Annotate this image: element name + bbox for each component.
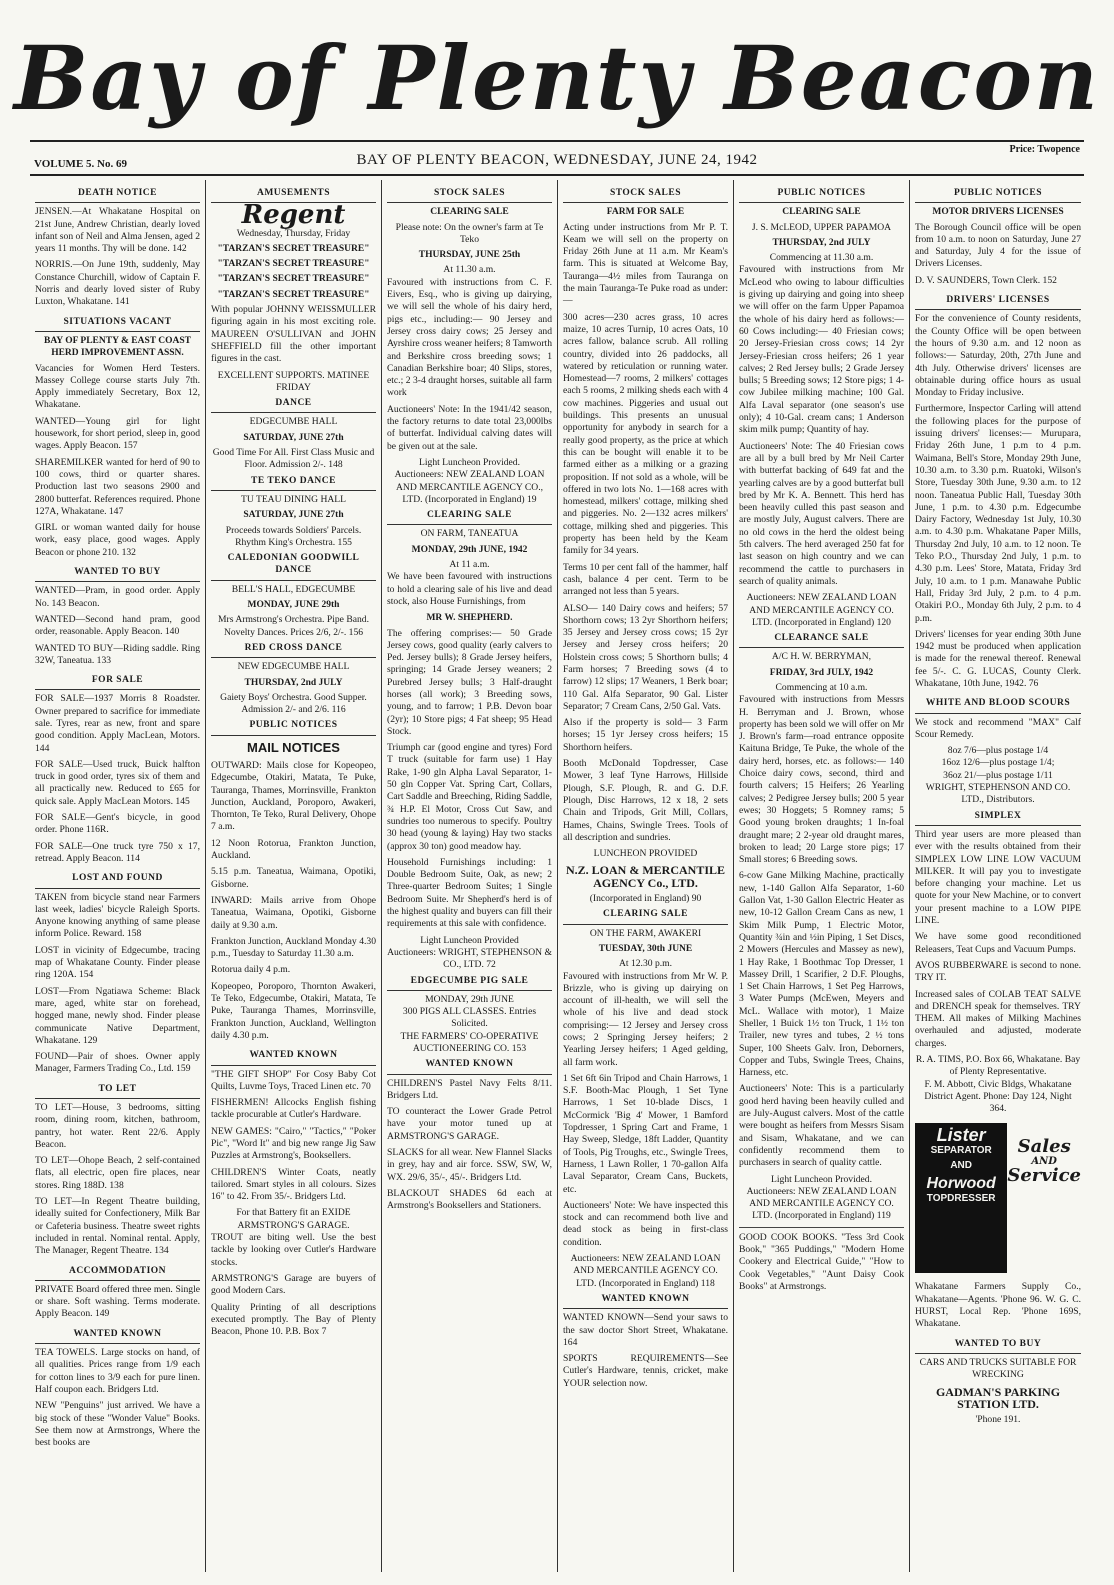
centered-text: At 11 a.m. xyxy=(449,559,490,571)
paragraph: WANTED KNOWN—Send your saws to the saw doctor Short Street, Whakatane. 164 xyxy=(563,1312,728,1348)
paragraph: SLACKS for all wear. New Flannel Slacks in grey, hay and air force. SSW, SW, W, WX. 29/6, 35/-, 45/-. Bridgers Ltd. xyxy=(387,1147,552,1183)
paragraph: Quality Printing of all descriptions executed promptly. The Bay of Plenty Beacon, Phone 10. P.B. Box 7 xyxy=(211,1301,376,1338)
centered-text: TU TEAU DINING HALL xyxy=(240,493,347,505)
section-heading: LOST AND FOUND xyxy=(35,869,200,888)
section-heading: TO LET xyxy=(35,1080,200,1099)
subheading: THURSDAY, 2nd JULY xyxy=(244,677,343,688)
section-heading: WANTED TO BUY xyxy=(35,563,200,582)
section-heading: CALEDONIAN GOODWILL DANCE xyxy=(211,549,376,581)
section-heading: CLEARANCE SALE xyxy=(739,629,904,648)
mail-notices-title: MAIL NOTICES xyxy=(247,739,340,755)
paragraph: GIRL or woman wanted daily for house work, easy place, good wages. Apply Beacon or phone 210. 132 xyxy=(35,522,200,558)
lister-product: SEPARATOR xyxy=(930,1144,992,1156)
centered-text: Mrs Armstrong's Orchestra. Pipe Band. Novelty Dances. Prices 2/6, 2/-. 156 xyxy=(218,614,369,638)
centered-text: Good Time For All. First Class Music and Floor. Admission 2/-. 148 xyxy=(212,447,375,471)
paragraph: WANTED TO BUY—Riding saddle. Ring 32W, Taneatua. 133 xyxy=(35,642,200,666)
centered-text: Light Luncheon Provided. xyxy=(419,456,520,468)
paragraph: PRIVATE Board offered three men. Single or share. Soft washing. Terms moderate. Apply Beacon. 149 xyxy=(35,1283,200,1320)
paragraph: INWARD: Mails arrive from Ohope Taneatua, Waimana, Opotiki, Gisborne daily at 9.30 a.m. xyxy=(211,894,376,931)
column-4 xyxy=(558,180,734,1572)
paragraph: Vacancies for Women Herd Testers. Massey College course starts July 7th. Apply immediately Secretary, Box 12, Whakatane. xyxy=(35,362,200,411)
paragraph: Favoured with instructions from Messrs H. Berryman and J. Brown, whose property has been sold we will offer on Mr J. Brown's farm—road entrance opposite Kaituna Bridge, Te Puke, the whole of the dairy herd, horses, etc. as follows:— 140 Choice dairy cows, second, third and fourth calvers; 15 Heifers; 26 Yearling calves; 2 Pedigree Jersey bulls; 200 5 year ewes; 30 Hoggets; 5 Romney rams; 5 Good young broken draughts; 1 In-foal draught mare; 2 2-year old draught mares, broken to lead; 20 Large store pigs; 17 Small stores; 6 Breeding sows. xyxy=(739,694,904,866)
centered-text: (Incorporated in England) 90 xyxy=(589,893,702,905)
subheading: MONDAY, 29th JUNE, 1942 xyxy=(411,544,528,555)
section-heading: WANTED KNOWN xyxy=(563,1290,728,1309)
paragraph: 5.15 p.m. Taneatua, Waimana, Opotiki, Gisborne. xyxy=(211,866,376,890)
centered-text: Auctioneers: NEW ZEALAND LOAN AND MERCANTILE AGENCY CO., LTD. (Incorporated in England) 19 xyxy=(394,469,545,505)
paragraph: Increased sales of COLAB TEAT SALVE and DRENCH speak for themselves. TRY THEM. All makes of Milking Machines overhauled and adjusted, moderate charges. xyxy=(915,988,1081,1049)
lister-and: AND xyxy=(950,1160,972,1172)
paragraph: WANTED—Young girl for light housework, for short period, sleep in, good wages. Apply Beacon. 157 xyxy=(35,415,200,452)
paragraph: FISHERMEN! Allcocks English fishing tackle procurable at Cutler's Hardware. xyxy=(211,1097,376,1121)
paragraph: LOST—From Ngatiawa Scheme: Black mare, aged, white star on forehead, hogged mane, newly shod. Finder please communicate Native Department, Whakatane. 129 xyxy=(35,985,200,1046)
section-heading: EDGECUMBE PIG SALE xyxy=(387,972,552,991)
display-line: GADMAN'S PARKING STATION LTD. xyxy=(935,1384,1061,1411)
section-heading: AMUSEMENTS xyxy=(211,184,376,203)
column-1 xyxy=(30,180,206,1572)
column-3 xyxy=(382,180,558,1572)
centered-text: MONDAY, 29th JUNE xyxy=(425,993,514,1005)
centered-text: Auctioneers: WRIGHT, STEPHENSON & CO., LTD. 72 xyxy=(387,946,552,971)
centered-text: EXCELLENT SUPPORTS. MATINEE FRIDAY xyxy=(217,369,370,393)
subheading: FARM FOR SALE xyxy=(606,207,685,218)
dateline-bar xyxy=(30,140,1084,176)
paragraph: WANTED—Pram, in good order. Apply No. 143 Beacon. xyxy=(35,585,200,609)
paragraph: Kopeopeo, Poroporo, Thornton Awakeri, Te Teko, Edgecumbe, Otakiri, Matata, Te Puke, Tauranga Thames, Morrinsville, Frankton Junction, Auckland, Wellington daily 4.30 p.m. xyxy=(211,980,376,1041)
subheading: TUESDAY, 30th JUNE xyxy=(598,943,693,954)
subheading: BAY OF PLENTY & EAST COAST HERD IMPROVEMENT ASSN. xyxy=(43,335,192,359)
paragraph: The Borough Council office will be open from 10 a.m. to noon on Saturday, June 27 and Saturday, July 4 for the issue of Drivers Licenses. xyxy=(915,221,1081,270)
paragraph: AVOS RUBBERWARE is second to none. TRY IT. xyxy=(915,959,1081,984)
horwood-brand: Horwood xyxy=(926,1175,996,1193)
paragraph: TROUT are biting well. Use the best tackle by looking over Cutler's Hardware stocks. xyxy=(211,1232,376,1268)
paragraph: Drivers' licenses for year ending 30th June 1942 must be produced when application is made for the renewal thereof. Renewal fee 5/-. C. G. LUCAS, County Clerk. Whakatane, 10th June, 1942. 76 xyxy=(915,628,1081,689)
sales-word: Sales xyxy=(1017,1136,1071,1158)
subheading: THURSDAY, 2nd JULY xyxy=(772,237,871,248)
paragraph: JENSEN.—At Whakatane Hospital on 21st June, Andrew Christian, dearly loved infant son of Neil and Alma Jensen, aged 2 years 11 months. Thy will be done. 142 xyxy=(35,206,200,255)
section-heading: TE TEKO DANCE xyxy=(211,472,376,491)
columns xyxy=(30,180,1086,1572)
subheading: "TARZAN'S SECRET TREASURE" xyxy=(217,259,370,270)
subheading: FRIDAY, 3rd JULY, 1942 xyxy=(769,667,874,678)
centered-text: Commencing at 10 a.m. xyxy=(775,681,868,693)
paragraph: OUTWARD: Mails close for Kopeopeo, Edgecumbe, Otakiri, Matata, Te Puke, Tauranga, Thames, Morrinsville, Frankton Junction, Auckland, Poroporo, Awakeri, Thornton, Te Teko, Rural Delivery, Ohope 7 a.m. xyxy=(211,759,376,833)
section-heading: DRIVERS' LICENSES xyxy=(915,291,1081,310)
paragraph: BLACKOUT SHADES 6d each at Armstrong's Booksellers and Stationers. xyxy=(387,1187,552,1212)
centered-text: Auctioneers: NEW ZEALAND LOAN AND MERCANTILE AGENCY CO. LTD. (Incorporated in England) 119 xyxy=(746,1185,897,1222)
paragraph: TAKEN from bicycle stand near Farmers last week, ladies' bicycle Raleigh Sports. Anyone knowing anything of same please inform Police. Reward. 158 xyxy=(35,891,200,940)
paragraph: CHILDREN'S Pastel Navy Felts 8/11. Bridgers Ltd. xyxy=(387,1077,552,1101)
section-heading: WHITE AND BLOOD SCOURS xyxy=(915,694,1081,713)
section-heading: CLEARING SALE xyxy=(563,905,728,924)
centered-text: Please note: On the owner's farm at Te Teko xyxy=(395,221,544,245)
paragraph: Rotorua daily 4 p.m. xyxy=(211,964,291,976)
paragraph: TO counteract the Lower Grade Petrol have your motor tuned up at ARMSTRONG'S GARAGE. xyxy=(387,1106,552,1142)
subheading: MOTOR DRIVERS LICENSES xyxy=(932,207,1064,218)
paragraph: Auctioneers' Note: We have inspected this stock and can recommend both live and dead stock as being in first-class condition. xyxy=(563,1199,728,1248)
centered-text: 300 PIGS ALL CLASSES. Entries Solicited. xyxy=(402,1006,537,1030)
paragraph: TO LET—In Regent Theatre building, ideally suited for Confectionery, Milk Bar or Cafeteria business. Theatre sweet rights included in rental. Nominal rental. Apply, The Manager, Regent Theatre. 134 xyxy=(35,1196,200,1257)
centered-text: 36oz 21/—plus postage 1/11 xyxy=(943,769,1053,781)
subheading: SATURDAY, JUNE 27th xyxy=(243,432,344,443)
paragraph: FOR SALE—One truck tyre 750 x 17, retread. Apply Beacon. 114 xyxy=(35,840,200,864)
paragraph: Furthermore, Inspector Carling will attend the following places for the purpose of issuing drivers' licenses:— Murupara, Friday 26th June, 1 p.m to 4 p.m. Waimana, Bell's Store, Monday 29th June, 10.30 a.m. to 3.30 p.m. Ruatoki, Wilson's Store, Tuesday 30th June, 9.30 a.m. to 12 noon. Taneatua Public Hall, Tuesday 30th June, 1 p.m. to 4.30 p.m. Edgecumbe Dairy Factory, Wednesday 1st July, 10.30 a.m. to 4.30 p.m. Whakatane Paper Mills, Thursday 2nd July, 10 a.m. to 12 noon. Te Teko P.O., Thursday 2nd July, 1 p.m. to 4.30 p.m. Lees' Store, Matata, Friday 3rd July, 10 a.m. to 1 p.m. Manawahe Public Hall, Friday 3rd July, 2 p.m. to 4 p.m. Otakiri P.O., Monday 6th July, 2 p.m. to 4 p.m. xyxy=(915,403,1081,624)
centered-text: NEW EDGECUMBE HALL xyxy=(237,661,350,673)
paragraph: ALSO— 140 Dairy cows and heifers; 57 Shorthorn cows; 13 2yr Shorthorn heifers; 35 Jersey and Jersey cross cows; 15 2yr Jersey and Jersey cross heifers; 20 Holstein cross cows; 5 Shorthorn bulls; 4 Farm horses; 7 Breeding sows (4 to farrow) 12 slips; 17 Weaners, 1 Berk boar; 110 Gal. Alfa Separator, 90 Gal. Lister Separator; 7 Cream Cans, 2/50 Gal. Vats. xyxy=(563,602,728,712)
regent-title: Regent xyxy=(241,200,346,231)
centered-text: Proceeds towards Soldiers' Parcels. Rhythm King's Orchestra. 155 xyxy=(225,524,362,548)
centered-text: Auctioneers: NEW ZEALAND LOAN AND MERCANTILE AGENCY CO. LTD. (Incorporated in England) 118 xyxy=(570,1253,721,1289)
centered-text: Light Luncheon Provided xyxy=(420,934,519,946)
subheading: THURSDAY, JUNE 25th xyxy=(418,250,521,261)
subheading: "TARZAN'S SECRET TREASURE" xyxy=(217,243,370,254)
centered-text: EDGECUMBE HALL xyxy=(249,416,338,428)
subheading: CLEARING SALE xyxy=(782,207,861,218)
subheading: SATURDAY, JUNE 27th xyxy=(243,510,344,521)
centered-text: Gaiety Boys' Orchestra. Good Supper. Admission 2/- and 2/6. 116 xyxy=(220,691,367,716)
centered-text: Auctioneers: NEW ZEALAND LOAN AND MERCANTILE AGENCY CO. LTD. (Incorporated in England) 120 xyxy=(746,592,897,628)
paragraph: Household Furnishings including: 1 Double Bedroom Suite, Oak, as new; 2 Three-quarter Bedroom Suites; 1 Single Bedroom Suite. Mr Shepherd's herd is of the highest quality and buyers can fill their requirements at this sale with confidence. xyxy=(387,856,552,930)
lister-advert xyxy=(915,1123,1081,1273)
paragraph: Favoured with instructions from Mr McLeod who owing to labour difficulties is giving up dairying and going into sheep we will offer on the farm Upper Papamoa the whole of his dairy herd as follows:— 60 Cows including:— 40 Friesian cows; 20 Jersey-Friesian cross cows; 14 2yr Jersey-Friesian cross heifers; 26 1 year calves; 2 Red Jersey bulls; 2 Grade Jersey bulls; 5 Breeding sows; 12 Store pigs; 1 4-cow Jubilee milking machine; 100 Gal. Alfa Laval separator (one season's use only); 4 10-Gal. cream cans; 1 Anderson skim milk pump; Quantity of hay. xyxy=(739,264,904,436)
paragraph: Favoured with instructions from Mr W. P. Brizzle, who is giving up dairying on account of ill-health, we will sell the whole of his live and dead stock comprising:— 12 Jersey and Jersey cross cows; 2 Springing Jersey heifers; 2 Yearling Jersey heifers; 1 Aged gelding, all farm work. xyxy=(563,970,728,1068)
paragraph: FOUND—Pair of shoes. Owner apply Manager, Farmers Trading Co., Ltd. 159 xyxy=(35,1051,200,1075)
centered-text: F. M. Abbott, Civic Bldgs, Whakatane District Agent. Phone: Day 124, Night 364. xyxy=(924,1078,1072,1115)
centered-text: Wednesday, Thursday, Friday xyxy=(236,227,351,239)
subheading: CLEARING SALE xyxy=(430,207,509,218)
paragraph: TO LET—Ohope Beach, 2 self-contained flats, all electric, open fire places, near stores. Ring 188D. 138 xyxy=(35,1155,200,1191)
centered-text: ON THE FARM, AWAKERI xyxy=(589,927,702,939)
paragraph: Auctioneers' Note: In the 1941/42 season, the factory returns to date total 23,000lbs of butterfat. Individual calving dates will be given out at the sale. xyxy=(387,403,552,452)
centered-text: 8oz 7/6—plus postage 1/4 xyxy=(947,745,1049,757)
paragraph: CHILDREN'S Winter Coats, neatly tailored. Smart styles in all colours. Sizes 16" to 42. From 35/-. Bridgers Ltd. xyxy=(211,1166,376,1203)
centered-text: J. S. McLEOD, UPPER PAPAMOA xyxy=(751,221,892,233)
paragraph: FOR SALE—Gent's bicycle, in good order. Phone 116R. xyxy=(35,812,200,836)
centered-text: BELL'S HALL, EDGECUMBE xyxy=(231,583,356,595)
paragraph: GOOD COOK BOOKS. "Tess 3rd Cook Book," "365 Puddings," "Modern Home Cookery and Electrical Guide," "How to Cook Vegetables," "Aunt Daisy Cook Books" at Armstrongs. xyxy=(739,1231,904,1292)
paragraph: ARMSTRONG'S Garage are buyers of good Modern Cars. xyxy=(211,1272,376,1297)
paragraph: LOST in vicinity of Edgecumbe, tracing map of Whakatane County. Finder please ring 120A. 154 xyxy=(35,944,200,981)
section-heading: WANTED KNOWN xyxy=(35,1325,200,1344)
section-heading: DANCE xyxy=(211,394,376,413)
section-heading: RED CROSS DANCE xyxy=(211,639,376,658)
paragraph: For the convenience of County residents, the County Office will be open between the hours of 9.30 a.m. and 12 noon as follows:— Saturday, 20th, 27th June and 4th July. Otherwise drivers' licenses are obtainable during office hours as usual Monday to Friday inclusive. xyxy=(915,313,1081,399)
paragraph: SHAREMILKER wanted for herd of 90 to 100 cows, third or quarter shares. Production last two seasons 2900 and 2800 butterfat. References required. Phone 127A, Whakatane. 147 xyxy=(35,456,200,517)
section-heading: WANTED TO BUY xyxy=(915,1335,1081,1354)
price: Price: Twopence xyxy=(1009,144,1080,155)
paragraph: We have been favoured with instructions to hold a clearing sale of his live and dead stock, also House Furnishings, from xyxy=(387,571,552,607)
paragraph: D. V. SAUNDERS, Town Clerk. 152 xyxy=(915,274,1057,286)
paragraph: Whakatane Farmers Supply Co., Whakatane—Agents. 'Phone 96. W. G. C. HURST, Local Rep. 'Phone 169S, Whakatane. xyxy=(915,1281,1081,1330)
column-6 xyxy=(910,180,1086,1572)
section-heading: DEATH NOTICE xyxy=(35,184,200,203)
horwood-product: TOPDRESSER xyxy=(926,1192,996,1204)
centered-text: R. A. TIMS, P.O. Box 66, Whakatane. Bay of Plenty Representative. xyxy=(915,1054,1081,1078)
column-5 xyxy=(734,180,910,1572)
paragraph: We have some good reconditioned Releasers, Teat Cups and Vacuum Pumps. xyxy=(915,931,1081,955)
lister-logo-box xyxy=(915,1123,1007,1273)
paragraph: The offering comprises:— 50 Grade Jersey cows, good quality (early calvers to Ped. Jersey bulls); 8 Grade Jersey heifers, springing; 14 Grade Jersey weaners; 2 Purebred Jersey bulls; 3 Half-draught horses (all work); 3 Breeding sows, young, and to farrow; 1 P.B. Devon boar (2yr); 10 Store pigs; 4 Fat sheep; 95 Head Stock. xyxy=(387,627,552,737)
section-heading: WANTED KNOWN xyxy=(387,1055,552,1074)
section-heading: PUBLIC NOTICES xyxy=(739,184,904,203)
paragraph: 12 Noon Rotorua, Frankton Junction, Auckland. xyxy=(211,837,376,862)
paragraph: Favoured with instructions from C. F. Eivers, Esq., who is giving up dairying, we will sell the whole of his dairy herd, pigs etc., including:— 90 Jersey and Jersey cross dairy cows; 25 Jersey and Ayrshire cross weaner heifers; 8 Tamworth and Berkshire cross breeding sows; 1 Canadian Berkshire boar; 40 Slips, stores, etc.; 2 3-4 draught horses, suitable all farm work xyxy=(387,276,552,399)
centered-text: WRIGHT, STEPHENSON AND CO. LTD., Distributors. xyxy=(925,782,1071,806)
section-heading: PUBLIC NOTICES xyxy=(915,184,1081,203)
subheading: MONDAY, JUNE 29th xyxy=(247,600,340,611)
paragraph: Also if the property is sold— 3 Farm horses; 15 1yr Jersey cross heifers; 15 Shorthorn heifers. xyxy=(563,717,728,753)
paragraph: FOR SALE—Used truck, Buick halfton truck in good order, tyres six of them and all practically new. Reduced to £65 for quick sale. Apply MacLean Motors. 145 xyxy=(35,758,200,807)
centered-text: For that Battery fit an EXIDE ARMSTRONG'S GARAGE. xyxy=(236,1207,351,1231)
paragraph: TEA TOWELS. Large stocks on hand, of all qualities. Prices range from 1/9 each for cotton lines to 3/9 each for pure linen. Half coupon each. Bridgers Ltd. xyxy=(35,1347,200,1395)
paragraph: Auctioneers' Note: This is a particularly good herd having been heavily culled and are July-August calvers. Most of the cattle were bought as heifers from Messrs Sisam and Sisam, Whakatane, and we can confidently recommend them to purchasers in search of quality cattle. xyxy=(739,1083,904,1169)
centered-text: Light Luncheon Provided. xyxy=(771,1173,872,1185)
section-heading: FOR SALE xyxy=(35,671,200,690)
centered-text: LUNCHEON PROVIDED xyxy=(593,848,698,860)
centered-text: A/C H. W. BERRYMAN, xyxy=(771,651,872,663)
centered-text: At 11.30 a.m. xyxy=(443,264,496,276)
paragraph: NORRIS.—On June 19th, suddenly, May Constance Churchill, widow of Captain F. Norris and dearly loved sister of Ruby Luxton, Whakatane. 141 xyxy=(35,259,200,308)
paragraph: 1 Set 6ft 6in Tripod and Chain Harrows, 1 S.F. Booth-Mac Plough, 1 Set Tyne Harrows, 1 Set 10-blade Discs, 1 McCormick 'Big 4' Mower, 1 Bamford Topdresser, 1 Spring Cart and Frame, 1 Hay Sweep, Sledge, 18ft Ladder, Quantity of Tools, Pig Troughs, etc., Swingle Trees, Harness, 1 Lawn Roller, 1 70-gallon Alfa Laval Separator, Cream Cans, Buckets, etc. xyxy=(563,1072,728,1195)
paragraph: SPORTS REQUIREMENTS—See Cutler's Hardware, tennis, cricket, make YOUR selection now. xyxy=(563,1353,728,1389)
centered-text: CARS AND TRUCKS SUITABLE FOR WRECKING xyxy=(919,1356,1077,1381)
and-word: AND xyxy=(1031,1155,1057,1167)
paragraph: Terms 10 per cent fall of the hammer, half cash, balance 4 per cent. Term to be arranged not less than 5 years. xyxy=(563,561,728,598)
paragraph: 300 acres—230 acres grass, 10 acres maize, 10 acres Turnip, 10 acres Oats, 10 acres fallow, balance scrub. All rolling country, divided into 26 paddocks, all watered by reticulation or running water. Homestead—7 rooms, 2 milkers' cottages each 5 rooms, 2 milking sheds each with 4 cow machines. Piggeries and usual out buildings. This presents an unusual opportunity for anybody in search for a really good property, as the price at which this can be bought will enable it to be farmed either as a milking or a grazing proposition. If not sold as a whole, will be offered in two lots No. 1—168 acres with homestead, milkers' cottage, milking shed and piggeries. No. 2—132 acres milkers' cottage, milking shed and piggeries. This property has been held by the Keam family for 34 years. xyxy=(563,311,728,557)
masthead xyxy=(0,18,1114,138)
paragraph: 6-cow Gane Milking Machine, practically new, 1-140 Gallon Alfa Separator, 1-60 Gallon Vat, 1-30 Gallon Electric Heater as new, 10-12 Gallon Cream Cans as new, 1 Skim Milk Pump, 1 Electric Motor, Quantity ¾in and ½in Piping, 1 Set Discs, 2 Mowers (Hercules and Massey as new), 1 Hay Rake, 1 Boothmac Top Dresser, 1 Massey Drill, 1 Scarifier, 2 D.F. Ploughs, 1 Set Chain Harrows, 1 Set Peg Harrows, 3 Water Pumps (McEwen, Meyers and McL. Wallace with motor), 1 Maize Sheller, 1 Buick 1½ ton Truck, 1 1½ ton Trailer, new tyres and tubes, 2 ½ tons Super, 100 Sheets Galv. Iron, Deborners, Copper and Tubs, Swingle Trees, Chains, Harness, etc. xyxy=(739,870,904,1079)
section-heading: SITUATIONS VACANT xyxy=(35,313,200,332)
section-heading: ACCOMMODATION xyxy=(35,1262,200,1281)
paragraph: TO LET—House, 3 bedrooms, sitting room, dining room, kitchen, bathroom, pantry, hot water. Rent 22/6. Apply Beacon. xyxy=(35,1102,200,1150)
centered-text: THE FARMERS' CO-OPERATIVE AUCTIONEERING CO. 153 xyxy=(400,1030,539,1054)
lister-brand: Lister xyxy=(936,1125,986,1146)
paragraph: With popular JOHNNY WEISSMULLER figuring again in his most exciting role. MAUREEN O'SULLIVAN and JOHN SHEFFIELD fill the other important figures in the cast. xyxy=(211,304,376,365)
paragraph: Frankton Junction, Auckland Monday 4.30 p.m., Tuesday to Saturday 11.30 a.m. xyxy=(211,935,376,960)
paragraph: Third year users are more pleased than ever with the results obtained from their SIMPLEX LOW LINE LOW VACUUM MILKER. It will pay you to investigate before changing your machine. Let us quote for your New Machine, or to convert your present machine to a LOW PIPE LINE. xyxy=(915,828,1081,927)
centered-text: At 12.30 p.m. xyxy=(618,958,673,970)
subheading: MR W. SHEPHERD. xyxy=(426,613,513,624)
section-heading: PUBLIC NOTICES xyxy=(211,716,376,735)
divider xyxy=(739,1227,904,1228)
paragraph: NEW "Penguins" just arrived. We have a big stock of these "Wonder Value" Books. See them now at Armstrongs, Where the best books are xyxy=(35,1400,200,1449)
paragraph: Booth McDonald Topdresser, Case Mower, 3 leaf Tyne Harrows, Hillside Plough, S.F. Plough, R. and G. D.F. Plough, Disc Harrows, 12 x 18, 2 sets Chain and Tripods, Grit Mill, Collars, Hames, Chains, Swingle Trees. Tools of all description and sundries. xyxy=(563,758,728,843)
paragraph: Auctioneers' Note: The 40 Friesian cows are all by a bull bred by Mr Neil Carter with butterfat backing of 649 fat and the yearling calves are by a good butterfat bull bred by Mr K. A. Bennett. This herd has been heavily culled this past season and are mostly July, August calvers. There are no old cows in the herd the oldest being 5th calvers. The herd averaged 250 fat for last season on high country and we can recommend the cattle to purchasers in search of quality animals. xyxy=(739,440,904,587)
section-heading: STOCK SALES xyxy=(387,184,552,203)
paragraph: WANTED—Second hand pram, good order, reasonable. Apply Beacon. 140 xyxy=(35,613,200,638)
volume-number: VOLUME 5. No. 69 xyxy=(34,158,127,170)
sales-service xyxy=(1007,1123,1081,1273)
paragraph: Triumph car (good engine and tyres) Ford T truck (suitable for farm use) 1 Hay Rake, 1-90 gln Alpha Laval Separator, 1-50 gln Copper Vat. Spring Cart, Collars, Cart Saddle and Breeching, Riding Saddle, ¾ H.P. El Motor, Cross Cut Saw, and sundries too numerous to specify. Poultry 30 head (young & laying) Hay two stacks (approx 30 ton) good meadow hay. xyxy=(387,742,552,852)
section-heading: WANTED KNOWN xyxy=(211,1046,376,1065)
paragraph: Acting under instructions from Mr P. T. Keam we will sell on the property on Friday 26th June at 11 a.m. Mr Keam's farm. This is situated at Welcome Bay, Tauranga—4½ miles from Tauranga on the main Tauranga-Te Puke road as under:— xyxy=(563,221,728,307)
centered-text: ON FARM, TANEATUA xyxy=(420,528,519,540)
paragraph: We stock and recommend "MAX" Calf Scour Remedy. xyxy=(915,716,1081,740)
service-word: Service xyxy=(1007,1165,1081,1187)
column-2 xyxy=(206,180,382,1572)
paragraph: "THE GIFT SHOP" For Cosy Baby Cot Quilts, Luvme Toys, Traced Linen etc. 70 xyxy=(211,1068,376,1092)
display-line: N.Z. LOAN & MERCANTILE AGENCY Co., LTD. xyxy=(565,863,725,890)
section-heading: CLEARING SALE xyxy=(387,506,552,525)
subheading: "TARZAN'S SECRET TREASURE" xyxy=(217,289,370,300)
paragraph: FOR SALE—1937 Morris 8 Roadster. Owner prepared to sacrifice for immediate sale. Tyres, rear as new, front and spare good condition. Apply MacLean, Motors. 144 xyxy=(35,693,200,754)
subheading: "TARZAN'S SECRET TREASURE" xyxy=(217,274,370,285)
centered-text: 'Phone 191. xyxy=(975,1414,1021,1426)
paragraph: NEW GAMES: "Cairo," "Tactics," "Poker Pic", "Word It" and big new range Jig Saw Puzzles at Armstrong's, Booksellers. xyxy=(211,1125,376,1162)
section-heading: STOCK SALES xyxy=(563,184,728,203)
section-heading: SIMPLEX xyxy=(915,807,1081,826)
dateline: BAY OF PLENTY BEACON, WEDNESDAY, JUNE 24, 1942 xyxy=(356,152,758,168)
newspaper-title: Bay of Plenty Beacon xyxy=(14,26,1100,130)
centered-text: 16oz 12/6—plus postage 1/4; xyxy=(941,757,1055,769)
centered-text: Commencing at 11.30 a.m. xyxy=(769,252,874,264)
